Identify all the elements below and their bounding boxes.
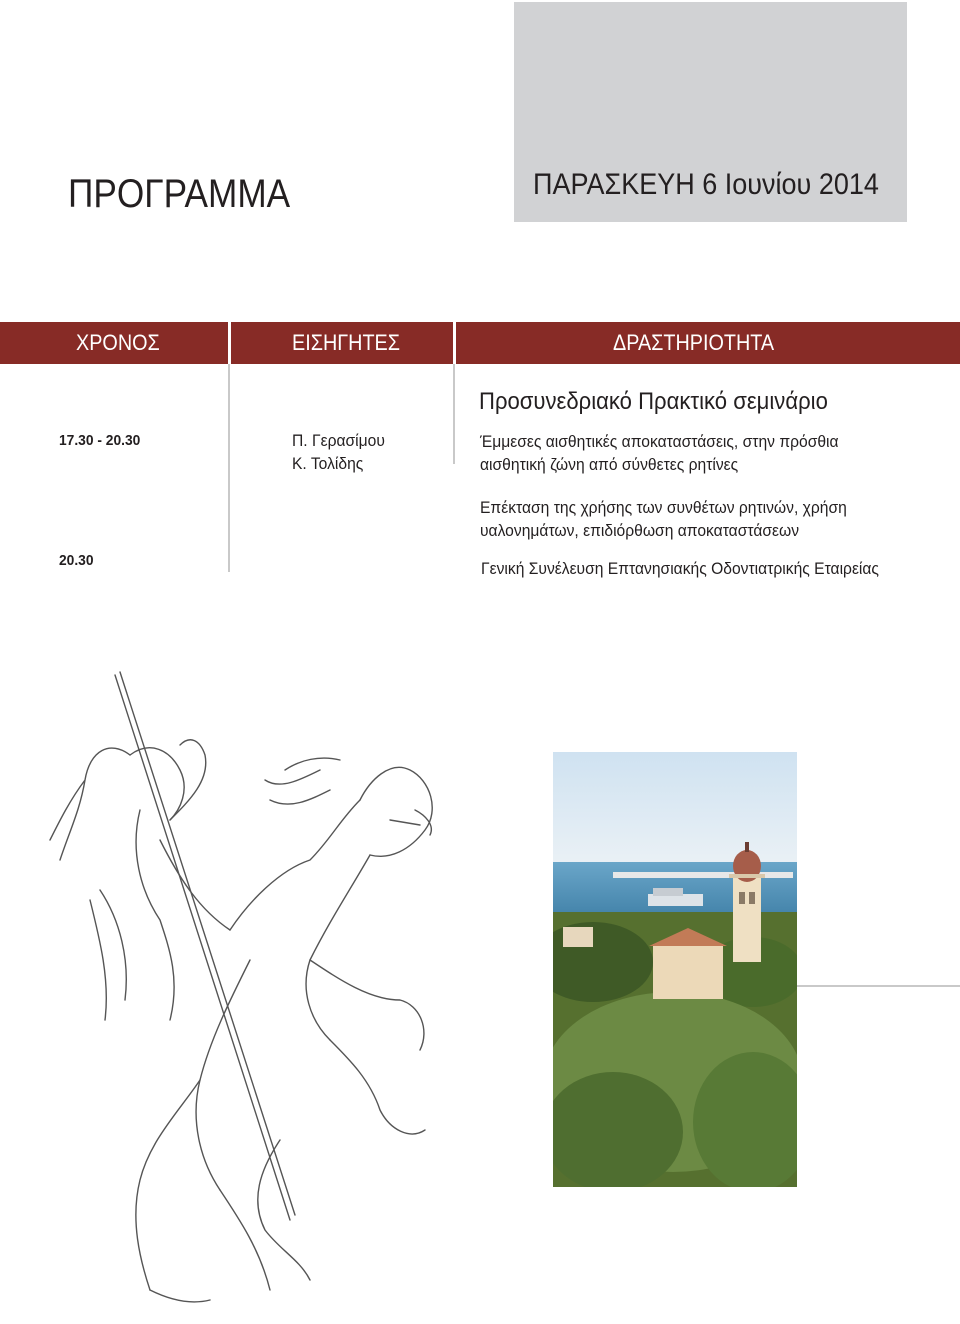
row-time: 20.30 <box>59 552 94 569</box>
speaker-name: Κ. Τολίδης <box>292 454 364 473</box>
activity-line: Γενική Συνέλευση Επτανησιακής Οδοντιατρικής Εταιρείας <box>481 559 879 578</box>
decorative-rule <box>796 985 960 987</box>
event-date: ΠΑΡΑΣΚΕΥΗ 6 Ιουνίου 2014 <box>533 168 879 201</box>
harbor-church-photo <box>553 752 797 1187</box>
activity-line: Έμμεσες αισθητικές αποκαταστάσεις, στην πρόσθια <box>480 432 839 451</box>
column-header-activity: ΔΡΑΣΤΗΡΙΟΤΗΤΑ <box>613 330 775 355</box>
header-divider <box>228 322 231 364</box>
header-divider <box>453 322 456 364</box>
session-title: Προσυνεδριακό Πρακτικό σεμινάριο <box>479 388 828 415</box>
page-title: ΠΡΟΓΡΑΜΜΑ <box>68 172 291 216</box>
activity-line: Επέκταση της χρήσης των συνθέτων ρητινών, χρήση <box>480 498 847 517</box>
horse-rider-sketch <box>30 660 510 1320</box>
row-time: 17.30 - 20.30 <box>59 432 141 449</box>
speaker-name: Π. Γερασίμου <box>292 431 385 450</box>
activity-line: αισθητική ζώνη από σύνθετες ρητίνες <box>480 455 739 474</box>
column-divider <box>453 364 455 464</box>
activity-line: υαλονημάτων, επιδιόρθωση αποκαταστάσεων <box>480 521 800 540</box>
column-header-time: ΧΡΟΝΟΣ <box>76 330 160 355</box>
column-header-speakers: ΕΙΣΗΓΗΤΕΣ <box>292 330 400 355</box>
column-divider <box>228 364 230 572</box>
